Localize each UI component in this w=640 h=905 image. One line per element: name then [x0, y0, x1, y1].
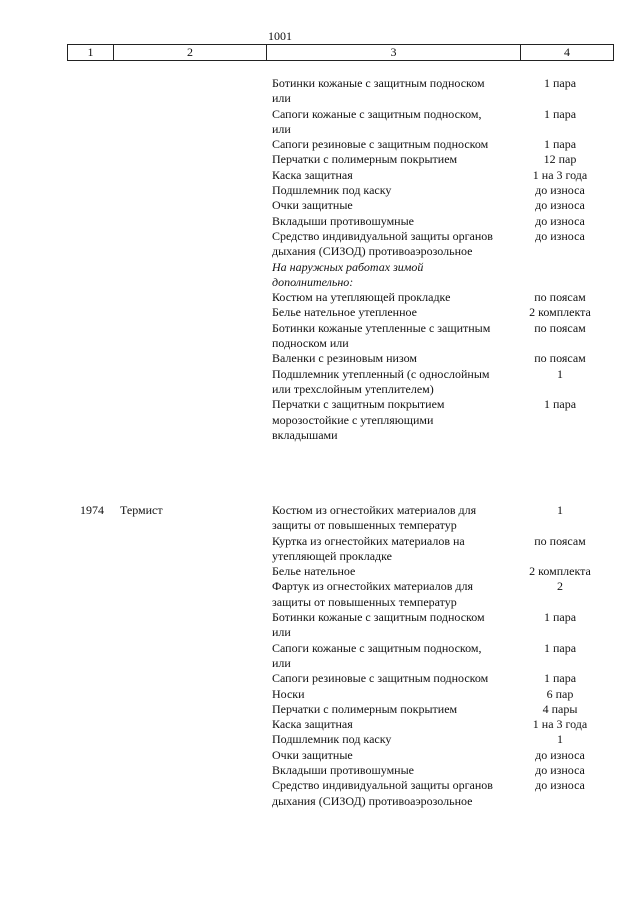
- item-name: Фартук из огнестойких материалов для защиты от повышенных температур: [272, 579, 473, 609]
- table-row: [0, 107, 640, 138]
- column-header-4: 4: [521, 45, 614, 61]
- item-name: Очки защитные: [272, 198, 353, 213]
- table-row: [0, 564, 640, 579]
- table-row: [0, 214, 640, 229]
- item-name: Костюм из огнестойких материалов для защиты от повышенных температур: [272, 503, 477, 533]
- table-row: [0, 503, 640, 534]
- table-row: [0, 397, 640, 443]
- table-row: [0, 702, 640, 717]
- item-name: Подшлемник утепленный (с однослойным или трехслойным утеплителем): [272, 366, 490, 396]
- item-quantity: до износа: [535, 183, 585, 198]
- item-quantity: до износа: [535, 763, 585, 778]
- item-quantity: по поясам: [534, 533, 586, 548]
- item-name: Костюм на утепляющей прокладке: [272, 290, 451, 305]
- item-quantity: 1: [557, 366, 563, 381]
- table-row: [0, 732, 640, 747]
- table-row: [0, 321, 640, 352]
- item-quantity: 1 на 3 года: [532, 717, 588, 732]
- table-row: [0, 671, 640, 686]
- item-name: Перчатки с полимерным покрытием: [272, 701, 458, 716]
- ppe-list-continued: [0, 76, 640, 443]
- table-row: [0, 229, 640, 260]
- table-row: [0, 198, 640, 213]
- item-quantity: 1: [557, 503, 563, 517]
- item-name: Средство индивидуальной защиты органов дыхания (СИЗОД) противоаэрозольное: [272, 778, 493, 808]
- table-row: [0, 534, 640, 565]
- item-name: Каска защитная: [272, 717, 353, 732]
- profession-number: 1974: [80, 503, 104, 517]
- table-row: [0, 305, 640, 320]
- item-quantity: 1 пара: [543, 76, 577, 90]
- table-row: [0, 687, 640, 702]
- item-name: Вкладыши противошумные: [272, 763, 414, 778]
- table-row: [0, 641, 640, 672]
- item-name: Очки защитные: [272, 747, 353, 762]
- item-name: Сапоги резиновые с защитным подноском: [272, 137, 489, 152]
- column-header-table: [67, 44, 614, 61]
- item-quantity: 1 пара: [543, 610, 577, 625]
- table-row: [0, 717, 640, 732]
- item-name: Белье нательное: [272, 564, 356, 579]
- item-name: Подшлемник под каску: [272, 183, 392, 198]
- table-row: [0, 183, 640, 198]
- item-quantity: по поясам: [534, 290, 586, 305]
- table-row: [0, 579, 640, 610]
- item-quantity: до износа: [535, 213, 585, 228]
- item-quantity: по поясам: [534, 351, 586, 366]
- item-name: Вкладыши противошумные: [272, 213, 414, 228]
- table-row: [0, 778, 640, 809]
- item-name: Ботинки кожаные с защитным подноском или: [272, 76, 485, 106]
- column-header-3: 3: [267, 45, 521, 61]
- item-quantity: до износа: [535, 228, 585, 243]
- table-row: [0, 152, 640, 167]
- item-name: Каска защитная: [272, 167, 353, 182]
- table-row: [0, 137, 640, 152]
- table-row: [0, 763, 640, 778]
- item-quantity: 2 комплекта: [529, 305, 591, 320]
- item-name: Подшлемник под каску: [272, 732, 392, 747]
- table-row: [0, 290, 640, 305]
- item-name: Перчатки с полимерным покрытием: [272, 152, 458, 167]
- item-quantity: 4 пары: [542, 701, 578, 716]
- item-quantity: 1 пара: [543, 671, 577, 686]
- item-quantity: 1 пара: [543, 397, 577, 412]
- item-name: Сапоги кожаные с защитным подноском, или: [272, 106, 482, 136]
- item-quantity: 1 пара: [543, 640, 577, 655]
- section-subheading: На наружных работах зимой дополнительно:: [272, 259, 424, 289]
- item-quantity: 2: [557, 579, 563, 594]
- item-name: Сапоги резиновые с защитным подноском: [272, 671, 489, 686]
- table-row: [0, 367, 640, 398]
- column-header-2: 2: [114, 45, 267, 61]
- item-name: Перчатки с защитным покрытием морозостойкие с утепляющими вкладышами: [272, 397, 445, 442]
- item-quantity: до износа: [535, 747, 585, 762]
- table-row: [0, 76, 640, 107]
- column-header-1: 1: [68, 45, 114, 61]
- table-row: [0, 748, 640, 763]
- table-row: [0, 610, 640, 641]
- item-name: Средство индивидуальной защиты органов дыхания (СИЗОД) противоаэрозольное: [272, 228, 493, 259]
- item-name: Куртка из огнестойких материалов на утепляющей прокладке: [272, 533, 465, 563]
- item-quantity: по поясам: [534, 320, 586, 335]
- table-row: [0, 168, 640, 183]
- item-name: Ботинки кожаные утепленные с защитным подноском или: [272, 320, 491, 351]
- profession-name: Термист: [120, 503, 163, 517]
- item-name: Белье нательное утепленное: [272, 305, 417, 320]
- item-name: Ботинки кожаные с защитным подноском или: [272, 610, 485, 640]
- item-quantity: до износа: [535, 198, 585, 213]
- item-quantity: 6 пар: [546, 686, 574, 701]
- item-quantity: 1: [557, 732, 563, 747]
- table-row: [0, 351, 640, 366]
- page-number: 1001: [268, 29, 292, 43]
- item-quantity: 1 пара: [543, 137, 577, 152]
- item-quantity: 1 на 3 года: [532, 167, 588, 182]
- item-quantity: до износа: [535, 778, 585, 793]
- item-quantity: 2 комплекта: [529, 564, 591, 579]
- profession-entry-thermist: [0, 503, 640, 809]
- item-name: Сапоги кожаные с защитным подноском, или: [272, 640, 482, 670]
- item-quantity: 12 пар: [543, 152, 577, 167]
- table-row: [0, 260, 640, 291]
- item-quantity: 1 пара: [543, 106, 577, 121]
- item-name: Валенки с резиновым низом: [272, 351, 418, 366]
- item-name: Носки: [272, 686, 305, 701]
